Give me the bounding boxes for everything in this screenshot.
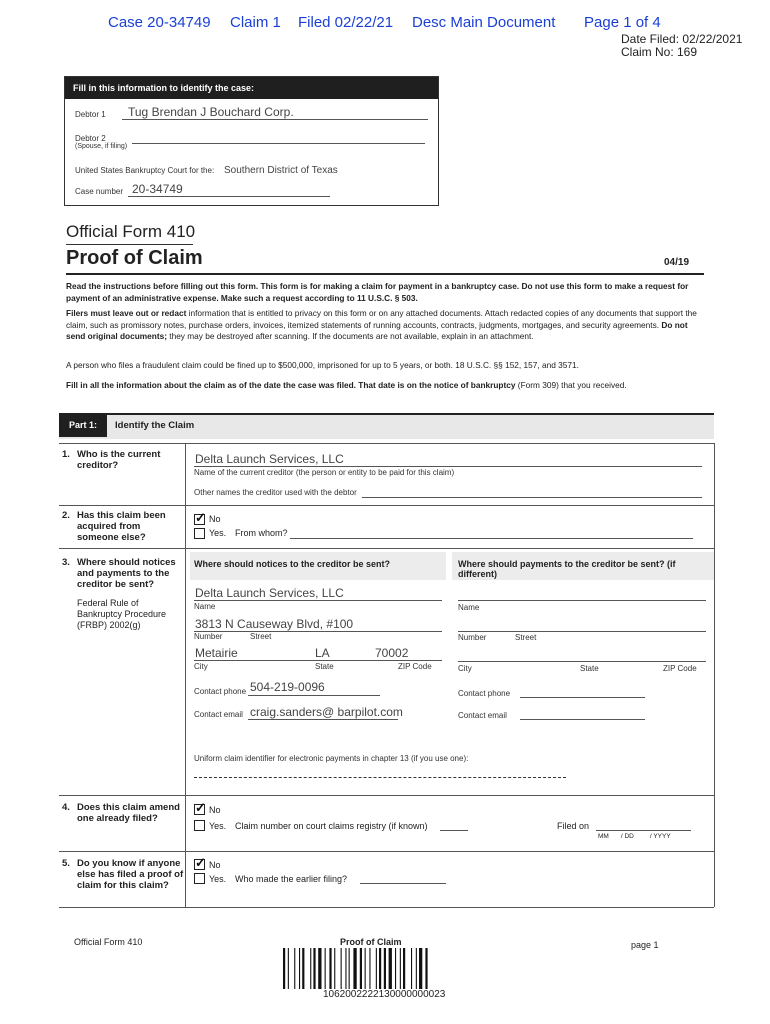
instructions-4: Fill in all the information about the claim as of the date the case was filed. That date is on the notice of bankruptcy (Form 309) that you received. (66, 380, 627, 390)
form-version: 04/19 (664, 257, 690, 268)
q3-city-value: Metairie (195, 646, 238, 660)
q3-number-label: Number (194, 632, 223, 641)
q2-yes-checkbox[interactable] (194, 528, 205, 539)
q3-pay-city-field[interactable] (458, 661, 706, 662)
q3-street-label: Street (250, 632, 272, 641)
q3-payments-heading: Where should payments to the creditor be sent? (if different) (458, 559, 676, 579)
desc-header: Desc Main Document (412, 14, 556, 31)
q1-other-names-label: Other names the creditor used with the debtor (194, 488, 357, 497)
instructions-2: Filers must leave out or redact information that is entitled to privacy on this form or on any attached documents. Attach redacted copies of any documents that support the claim, such as promissory notes, purchase orders, invoices, itemized statements of running accounts, contracts, judgments, mortgages, and security agreements. Do not send original documents; they may be destroyed after scanning. If the documents are not available, explain in an attachment. (66, 308, 697, 341)
barcode-number: 1062002222130000000023 (323, 989, 446, 1000)
q5-who-field[interactable] (360, 883, 446, 884)
q1-other-names-field[interactable] (362, 497, 702, 498)
q4-number: 4. (62, 802, 70, 813)
barcode-image (283, 948, 483, 989)
claim-no-stamp: Claim No: 169 (621, 45, 698, 59)
q1-number: 1. (62, 449, 70, 460)
q5-yes-label: Yes. (209, 874, 227, 884)
case-info-title: Fill in this information to identify the case: (65, 77, 438, 99)
case-number-header: Case 20-34749 (108, 14, 211, 31)
q3-pay-name-label: Name (458, 603, 480, 612)
q4-yes-checkbox[interactable] (194, 820, 205, 831)
q5-no-checkbox[interactable] (194, 859, 205, 870)
q2-from-whom-label: From whom? (235, 528, 288, 538)
q4-filed-on-label: Filed on (557, 821, 590, 831)
q4-date-format: MM / DD / YYYY (598, 833, 671, 840)
q3-uci-label: Uniform claim identifier for electronic payments in chapter 13 (if you use one): (194, 754, 469, 763)
q5-yes-checkbox[interactable] (194, 873, 205, 884)
q3-street-value: 3813 N Causeway Blvd, #100 (195, 617, 354, 631)
q3-email-value: craig.sanders@ barpilot.com (250, 705, 403, 719)
q3-state-label: State (315, 662, 334, 671)
q3-pay-number-label: Number (458, 633, 487, 642)
q2-no-label: No (209, 514, 221, 524)
claim-header: Claim 1 (230, 14, 281, 31)
q4-yes-label: Yes. (209, 821, 227, 831)
debtor1-label: Debtor 1 (75, 110, 106, 119)
q3-pay-phone-field[interactable] (520, 697, 645, 698)
q1-question: Who is the current creditor? (77, 449, 161, 471)
official-form-label: Official Form 410 (66, 222, 196, 241)
q5-no-label: No (209, 860, 221, 870)
footer-page: page 1 (631, 940, 659, 950)
q2-number: 2. (62, 510, 70, 521)
debtor2-label: Debtor 2 (75, 134, 106, 143)
q3-pay-email-label: Contact email (458, 711, 507, 720)
q3-pay-city-label: City (458, 664, 472, 673)
q3-pay-street-field[interactable] (458, 631, 706, 632)
q3-phone-value: 504-219-0096 (250, 680, 325, 694)
footer-title: Proof of Claim (340, 937, 402, 947)
part1-tag: Part 1: (59, 413, 107, 437)
q3-notices-heading: Where should notices to the creditor be sent? (194, 559, 391, 569)
case-number-label: Case number (75, 187, 124, 196)
q3-uci-field[interactable] (194, 777, 566, 778)
q3-pay-email-field[interactable] (520, 719, 645, 720)
q3-number: 3. (62, 557, 70, 568)
q4-filed-on-field[interactable] (596, 830, 691, 831)
q3-frbp: Federal Rule of Bankruptcy Procedure (FRBP) 2002(g) (77, 598, 167, 630)
q3-phone-label: Contact phone (194, 687, 247, 696)
q2-question: Has this claim been acquired from someone else? (77, 510, 166, 543)
q4-no-label: No (209, 805, 221, 815)
court-label: United States Bankruptcy Court for the: (75, 166, 215, 175)
q5-question: Do you know if anyone else has filed a proof of claim for this claim? (77, 858, 184, 891)
q4-no-checkbox[interactable] (194, 804, 205, 815)
date-filed-stamp: Date Filed: 02/22/2021 (621, 32, 743, 46)
q5-who-label: Who made the earlier filing? (235, 874, 348, 884)
q4-claim-number-field[interactable] (440, 830, 468, 831)
part1-title: Identify the Claim (115, 420, 195, 431)
q2-yes-label: Yes. (209, 528, 227, 538)
debtor1-value: Tug Brendan J Bouchard Corp. (128, 105, 294, 119)
form-title: Proof of Claim (66, 247, 203, 269)
q2-no-checkbox[interactable] (194, 514, 205, 525)
q1-answer-label: Name of the current creditor (the person or entity to be paid for this claim) (194, 468, 455, 477)
q1-creditor-name: Delta Launch Services, LLC (195, 452, 344, 466)
court-value: Southern District of Texas (224, 165, 338, 176)
q3-pay-zip-label: ZIP Code (663, 664, 697, 673)
instructions-1: Read the instructions before filling out this form. This form is for making a claim for payment in a bankruptcy case. Do not use this form to make a request for payment of an administrative expense. Make such a request according to 11 U.S.C. § 503. (66, 281, 689, 303)
q4-claim-number-label: Claim number on court claims registry (if known) (235, 821, 428, 831)
q2-from-whom-field[interactable] (290, 538, 693, 539)
q3-pay-phone-label: Contact phone (458, 689, 511, 698)
page-header: Page 1 of 4 (584, 14, 661, 31)
case-number-value: 20-34749 (132, 182, 183, 196)
q3-pay-street-label: Street (515, 633, 537, 642)
q3-city-label: City (194, 662, 208, 671)
q3-pay-state-label: State (580, 664, 599, 673)
q3-zip-label: ZIP Code (398, 662, 432, 671)
q3-name-value: Delta Launch Services, LLC (195, 586, 344, 600)
debtor2-sub: (Spouse, if filing) (75, 143, 128, 150)
q3-pay-name-field[interactable] (458, 600, 706, 601)
q3-name-label: Name (194, 602, 216, 611)
q5-number: 5. (62, 858, 70, 869)
q3-state-value: LA (315, 646, 330, 660)
q3-zip-value: 70002 (375, 646, 409, 660)
instructions-3: A person who files a fraudulent claim could be fined up to $500,000, imprisoned for up to 5 years, or both. 18 U.S.C. §§ 152, 157, and 3571. (66, 360, 579, 370)
filed-header: Filed 02/22/21 (298, 14, 394, 31)
q4-question: Does this claim amend one already filed? (77, 802, 180, 824)
footer-form-label: Official Form 410 (74, 937, 143, 947)
q3-question: Where should notices and payments to the creditor be sent? (77, 557, 176, 590)
q3-email-label: Contact email (194, 710, 243, 719)
